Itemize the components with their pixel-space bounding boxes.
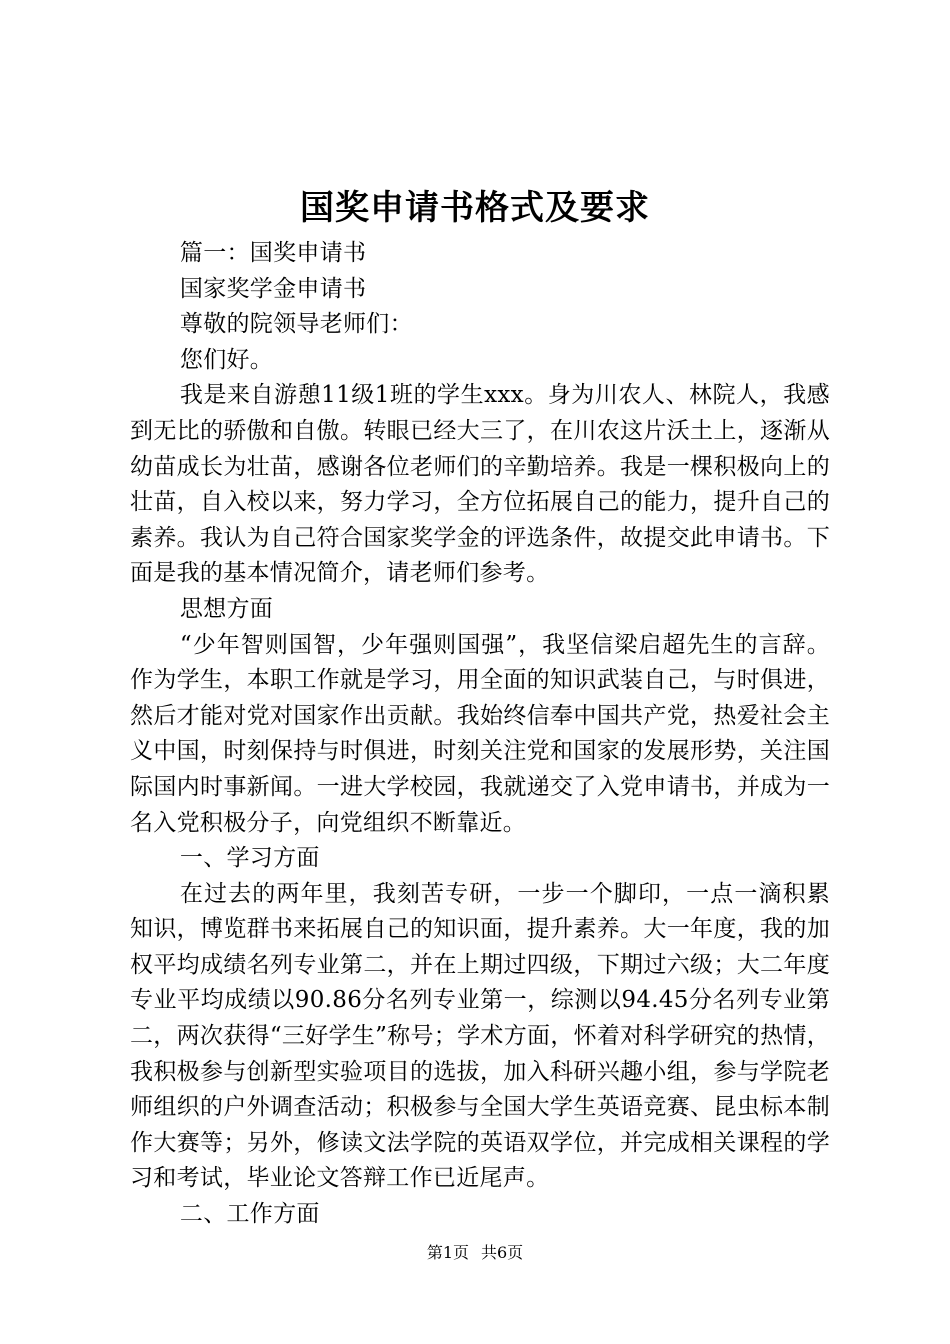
study-paragraph: 在过去的两年里，我刻苦专研，一步一个脚印，一点一滴积累知识，博览群书来拓展自己的知识面，提升素养。大一年度，我的加权平均成绩名列专业第二，并在上期过四级，下期过六级；大二年度专业平均成绩以90.86分名列专业第一，综测以94.45分名列专业第二，两次获得“三好学生”称号；学术方面，怀着对科学研究的热情，我积极参与创新型实验项目的选拔，加入科研兴趣小组，参与学院老师组织的户外调查活动；积极参与全国大学生英语竞赛、昆虫标本制作大赛等；另外，修读文法学院的英语双学位，并完成相关课程的学习和考试，毕业论文答辩工作已近尾声。 <box>130 880 830 1192</box>
document-title: 国奖申请书格式及要求 <box>300 188 650 228</box>
document-body <box>130 236 830 1233</box>
ideology-paragraph: “少年智则国智，少年强则国强”，我坚信梁启超先生的言辞。作为学生，本职工作就是学习，用全面的知识武装自己，与时俱进，然后才能对党对国家作出贡献。我始终信奉中国共产党，热爱社会主义中国，时刻保持与时俱进，时刻关注党和国家的发展形势，关注国际国内时事新闻。一进大学校园，我就递交了入党申请书，并成为一名入党积极分子，向党组织不断靠近。 <box>130 631 830 836</box>
application-heading: 国家奖学金申请书 <box>179 275 367 302</box>
section-heading-part-one: 篇一：国奖申请书 <box>179 240 367 266</box>
page-footer <box>0 1242 950 1264</box>
section-heading-work: 二、工作方面 <box>179 1201 320 1228</box>
introduction-paragraph: 我是来自游憩11级1班的学生xxx。身为川农人、林院人，我感到无比的骄傲和自傲。转眼已经大三了，在川农这片沃土上，逐渐从幼苗成长为壮苗，感谢各位老师们的辛勤培养。我是一棵积极向上的壮苗，自入校以来，努力学习，全方位拓展自己的能力，提升自己的素养。我认为自己符合国家奖学金的评选条件，故提交此申请书。下面是我的基本情况简介，请老师们参考。 <box>130 382 830 587</box>
page-total: 共6页 <box>481 1243 524 1262</box>
greeting: 您们好。 <box>179 346 274 373</box>
page-number: 第1页 <box>426 1243 469 1262</box>
section-heading-study: 一、学习方面 <box>179 845 320 872</box>
section-heading-ideology: 思想方面 <box>179 595 274 622</box>
salutation: 尊敬的院领导老师们： <box>179 311 413 338</box>
